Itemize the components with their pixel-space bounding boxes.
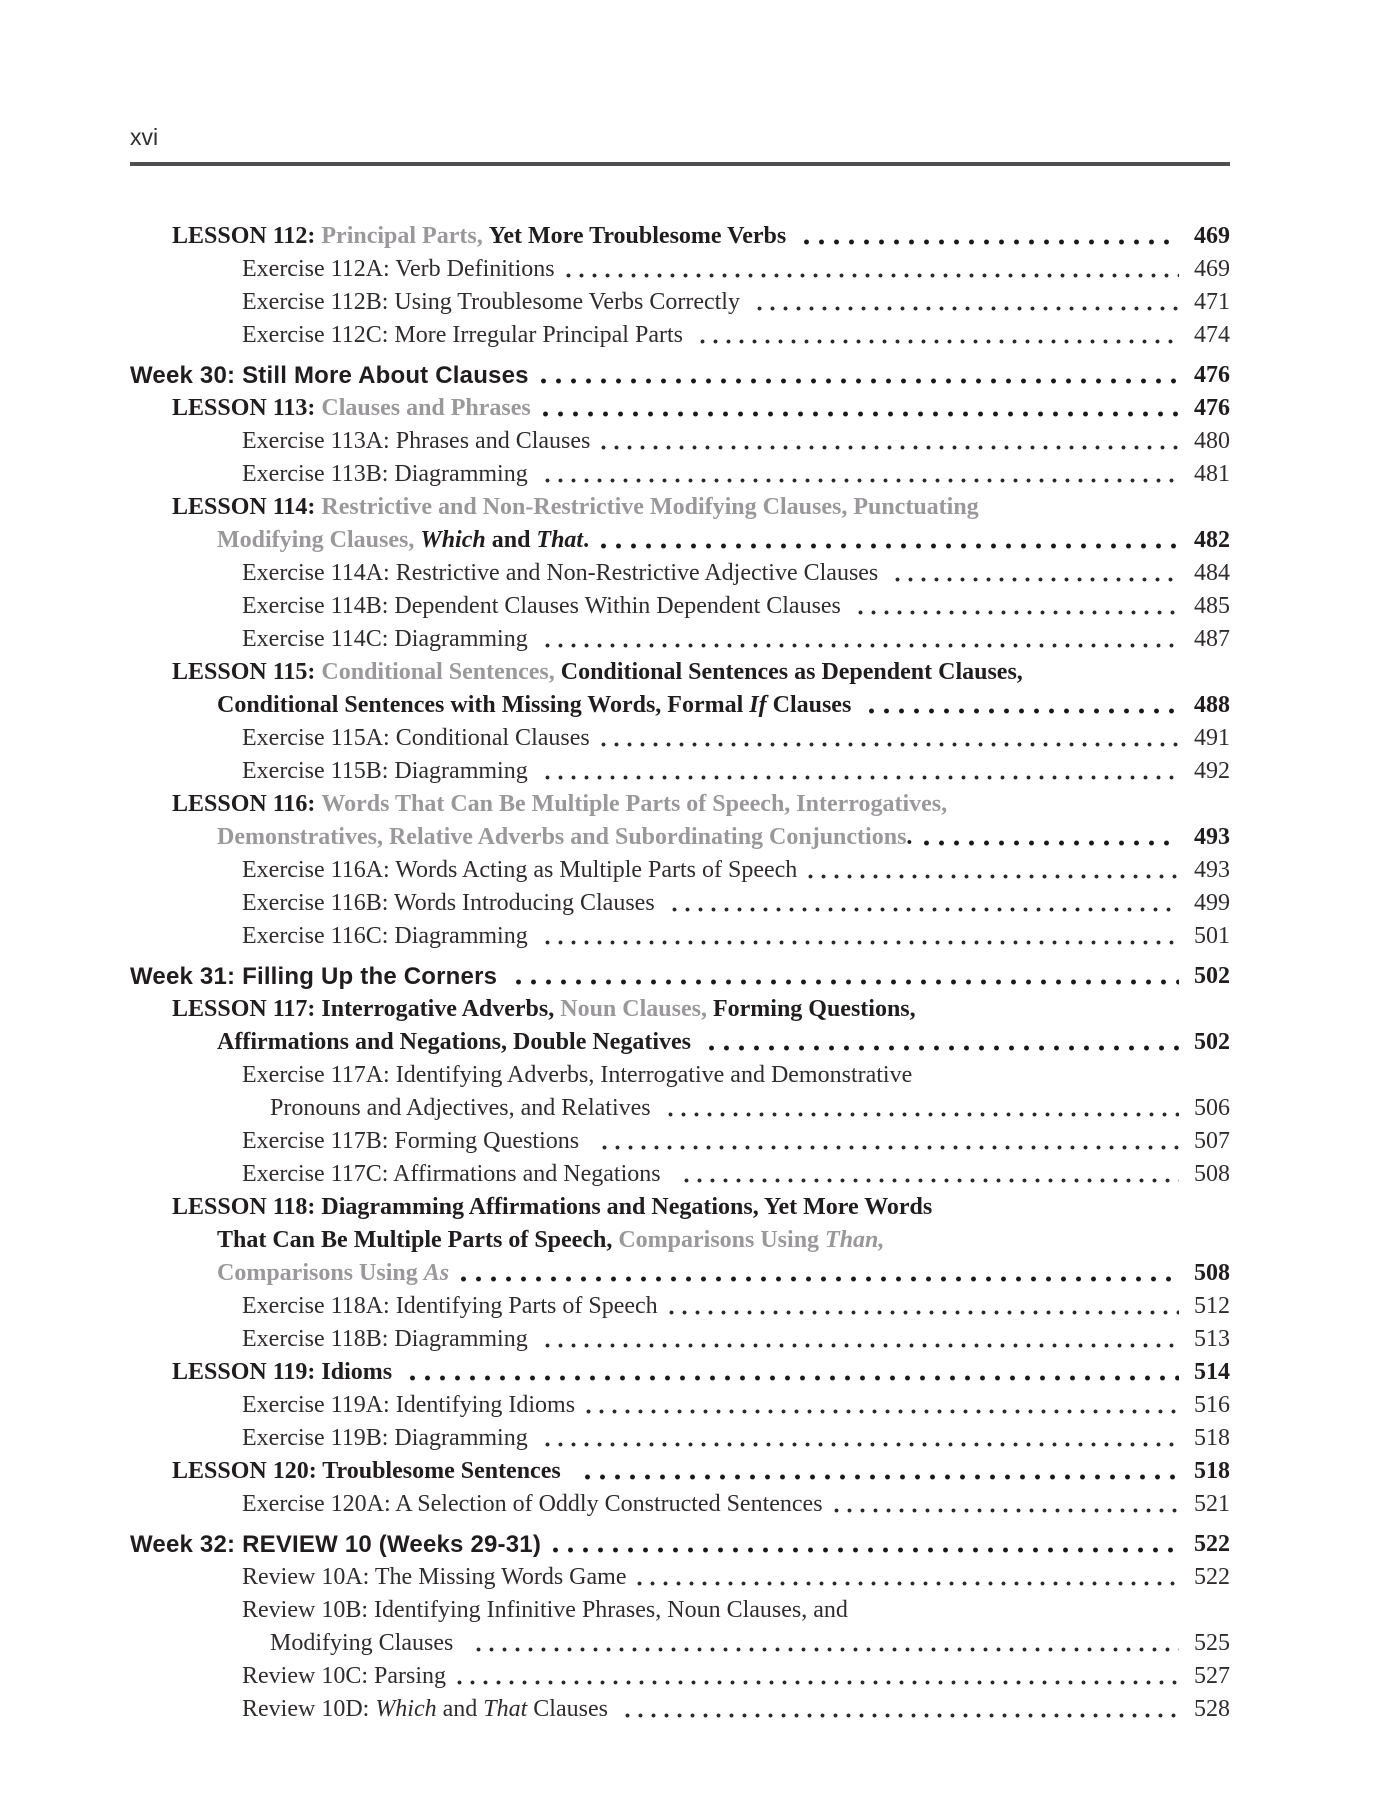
header-rule (130, 162, 1230, 166)
dot-leader (621, 1693, 1179, 1726)
page-number: 474 (1194, 322, 1230, 348)
page-number: 522 (1194, 1531, 1230, 1557)
toc-entry (130, 524, 1230, 557)
toc-entry-text: Clauses (527, 1696, 614, 1722)
toc-entry-text: Clauses and Phrases (321, 395, 531, 421)
toc-entry-text: Conditional Sentences with Missing Words, Formal (217, 692, 750, 718)
toc-entry-text: LESSON 117: Interrogative Adverbs, (172, 996, 561, 1022)
toc-entry-text: Exercise 113A: Phrases and Clauses (242, 428, 591, 454)
dot-leader (538, 392, 1179, 425)
toc-entry-text: LESSON 115: (172, 659, 322, 685)
toc-entry (130, 1323, 1230, 1356)
toc-entry (130, 887, 1230, 920)
toc-entry-text: Exercise 119B: Diagramming (242, 1425, 534, 1451)
page-number: 492 (1194, 758, 1230, 784)
dot-leader (511, 960, 1179, 993)
page-number: 485 (1194, 593, 1230, 619)
toc-entry-text: That (483, 1696, 528, 1722)
toc-entry (130, 722, 1230, 755)
toc-entry-text: That (536, 527, 584, 553)
page-number: 484 (1194, 560, 1230, 586)
toc-entry-text: Week 30: Still More About Clauses (130, 362, 529, 389)
dot-leader (541, 623, 1179, 656)
toc-entry-text: Exercise 112C: More Irregular Principal Parts (242, 322, 689, 348)
toc-entry-text: Exercise 114C: Diagramming (242, 626, 534, 652)
toc-entry (130, 1561, 1230, 1594)
toc-entry-text: Exercise 117A: Identifying Adverbs, Interrogative and Demonstrative (242, 1062, 913, 1088)
toc-entry (130, 1660, 1230, 1693)
toc-entry-text: Review 10C: Parsing (242, 1663, 446, 1689)
page-number: 488 (1194, 692, 1230, 718)
dot-leader (541, 920, 1179, 953)
toc-entry (130, 220, 1230, 253)
toc-entry (130, 1356, 1230, 1389)
toc-entry (130, 1224, 1230, 1257)
toc-entry (130, 656, 1230, 689)
toc-entry (130, 491, 1230, 524)
dot-leader (680, 1158, 1179, 1191)
toc-entry-text: Words That Can Be Multiple Parts of Speech, Interrogatives, (321, 791, 948, 817)
toc-entry (130, 821, 1230, 854)
dot-leader (664, 1092, 1179, 1125)
dot-leader (541, 458, 1179, 491)
toc-entry-text: Exercise 116C: Diagramming (242, 923, 534, 949)
page-folio: xvi (130, 124, 159, 150)
dot-leader (472, 1627, 1179, 1660)
toc-entry-text: . (583, 527, 590, 553)
toc-entry-text: and (436, 1696, 484, 1722)
toc-entry-text: Conditional Sentences as Dependent Clauses, (560, 659, 1023, 685)
dot-leader (596, 524, 1179, 557)
dot-leader (891, 557, 1179, 590)
dot-leader (541, 1323, 1179, 1356)
toc-entry-text: Affirmations and Negations, Double Negatives (217, 1029, 697, 1055)
toc-entry (130, 392, 1230, 425)
page-number: 512 (1194, 1293, 1230, 1319)
toc-entry-text: Exercise 116A: Words Acting as Multiple Parts of Speech (242, 857, 798, 883)
toc-entry-text: Principal Parts, (321, 223, 489, 249)
dot-leader (704, 1026, 1179, 1059)
page-number: 525 (1194, 1630, 1230, 1656)
toc-entry (130, 1125, 1230, 1158)
toc-entry (130, 1158, 1230, 1191)
toc-entry-text: Exercise 112A: Verb Definitions (242, 256, 555, 282)
dot-leader (598, 1125, 1179, 1158)
toc-entry-text: Comparisons Using (217, 1260, 424, 1286)
toc-entry (130, 1191, 1230, 1224)
toc-entry-text: Demonstratives, Relative Adverbs and Subordinating Conjunctions (217, 824, 907, 850)
toc-entry-text: LESSON 113: (172, 395, 322, 421)
dot-leader (665, 1290, 1179, 1323)
toc-entry (130, 319, 1230, 352)
dot-leader (541, 755, 1179, 788)
dot-leader (580, 1455, 1179, 1488)
toc-entry-text: Modifying Clauses (270, 1630, 466, 1656)
toc-entry-text: As (423, 1260, 450, 1286)
page-number: 487 (1194, 626, 1230, 652)
dot-leader (582, 1389, 1179, 1422)
toc-entry (130, 1389, 1230, 1422)
toc-entry-text: LESSON 114: (172, 494, 322, 520)
dot-leader (668, 887, 1179, 920)
toc-entry-text: Exercise 114A: Restrictive and Non-Restrictive Adjective Clauses (242, 560, 885, 586)
toc-entry-text: Conditional Sentences, (321, 659, 561, 685)
toc-entry (130, 1488, 1230, 1521)
toc-entry (130, 1290, 1230, 1323)
toc-entry-text: Noun Clauses, (560, 996, 713, 1022)
toc-entry-text: Comparisons Using (618, 1227, 826, 1253)
dot-leader (919, 821, 1179, 854)
page-number: 499 (1194, 890, 1230, 916)
page-number: 480 (1194, 428, 1230, 454)
toc-entry-text: Modifying Clauses, (217, 527, 421, 553)
toc-entry-text: LESSON 120: Troublesome Sentences (172, 1458, 573, 1484)
toc-entry-text: Review 10A: The Missing Words Game (242, 1564, 627, 1590)
page-number: 518 (1194, 1458, 1230, 1484)
page-number: 508 (1194, 1260, 1230, 1286)
dot-leader (456, 1257, 1179, 1290)
toc-entry (130, 1528, 1230, 1561)
dot-leader (753, 286, 1179, 319)
page-number: 482 (1194, 527, 1230, 553)
toc-entry (130, 253, 1230, 286)
toc-entry-text: Week 32: REVIEW 10 (Weeks 29-31) (130, 1531, 542, 1558)
toc-entry (130, 960, 1230, 993)
toc-entry-text: Exercise 114B: Dependent Clauses Within Dependent Clauses (242, 593, 847, 619)
toc-entry-text: Clauses (766, 692, 858, 718)
toc-entry-text: LESSON 119: Idioms (172, 1359, 399, 1385)
toc-entry (130, 1693, 1230, 1726)
toc-entry-text: Exercise 117C: Affirmations and Negations (242, 1161, 673, 1187)
toc-entry (130, 557, 1230, 590)
page-number: 469 (1194, 256, 1230, 282)
toc-entry (130, 1026, 1230, 1059)
toc-entry-text: . (906, 824, 913, 850)
toc-entry-text: Exercise 113B: Diagramming (242, 461, 534, 487)
toc-entry-text: Exercise 120A: A Selection of Oddly Constructed Sentences (242, 1491, 823, 1517)
page-number: 522 (1194, 1564, 1230, 1590)
page-number: 507 (1194, 1128, 1230, 1154)
toc-entry (130, 1092, 1230, 1125)
page-number: 514 (1194, 1359, 1230, 1385)
toc-entry-text: Week 31: Filling Up the Corners (130, 963, 505, 990)
dot-leader (854, 590, 1179, 623)
toc-entry-text: Review 10D: (242, 1696, 376, 1722)
toc-entry (130, 286, 1230, 319)
page-number: 508 (1194, 1161, 1230, 1187)
dot-leader (548, 1528, 1179, 1561)
toc-entry (130, 854, 1230, 887)
toc-entry-text: and (485, 527, 537, 553)
toc-entry (130, 1455, 1230, 1488)
toc-entry (130, 920, 1230, 953)
toc-page (130, 0, 1230, 1726)
page-number: 469 (1194, 223, 1230, 249)
toc-entry-text: Review 10B: Identifying Infinitive Phrases, Noun Clauses, and (242, 1597, 848, 1623)
toc-entry (130, 1059, 1230, 1092)
toc-entry (130, 1422, 1230, 1455)
page-number: 493 (1194, 824, 1230, 850)
toc-entry (130, 1594, 1230, 1627)
page-number: 528 (1194, 1696, 1230, 1722)
toc-entry (130, 755, 1230, 788)
toc-list (130, 220, 1230, 1726)
page-number: 501 (1194, 923, 1230, 949)
page-number: 527 (1194, 1663, 1230, 1689)
toc-entry-text: Which (420, 527, 486, 553)
page-number: 502 (1194, 1029, 1230, 1055)
toc-entry-text: Exercise 116B: Words Introducing Clauses (242, 890, 661, 916)
dot-leader (597, 722, 1179, 755)
page-number: 481 (1194, 461, 1230, 487)
dot-leader (799, 220, 1179, 253)
toc-entry (130, 1257, 1230, 1290)
toc-entry-text: Exercise 115A: Conditional Clauses (242, 725, 590, 751)
toc-entry (130, 788, 1230, 821)
page-number: 506 (1194, 1095, 1230, 1121)
toc-entry-text: That Can Be Multiple Parts of Speech, (217, 1227, 619, 1253)
dot-leader (696, 319, 1179, 352)
toc-entry-text: Exercise 118A: Identifying Parts of Speech (242, 1293, 658, 1319)
toc-entry-text: Restrictive and Non-Restrictive Modifying Clauses, Punctuating (321, 494, 979, 520)
dot-leader (804, 854, 1179, 887)
toc-entry (130, 1627, 1230, 1660)
toc-entry (130, 689, 1230, 722)
dot-leader (562, 253, 1179, 286)
toc-entry-text: Exercise 118B: Diagramming (242, 1326, 534, 1352)
toc-entry (130, 590, 1230, 623)
toc-entry-text: LESSON 118: Diagramming Affirmations and Negations, Yet More Words (172, 1194, 933, 1220)
toc-entry-text: Yet More Troublesome Verbs (488, 223, 793, 249)
toc-entry (130, 425, 1230, 458)
dot-leader (830, 1488, 1179, 1521)
toc-entry-text: Exercise 117B: Forming Questions (242, 1128, 592, 1154)
toc-entry-text: If (749, 692, 767, 718)
dot-leader (597, 425, 1179, 458)
dot-leader (536, 359, 1179, 392)
page-number: 502 (1194, 963, 1230, 989)
toc-entry-text: LESSON 116: (172, 791, 322, 817)
dot-leader (864, 689, 1179, 722)
page-number: 518 (1194, 1425, 1230, 1451)
page-number: 493 (1194, 857, 1230, 883)
toc-entry-text: Exercise 119A: Identifying Idioms (242, 1392, 576, 1418)
toc-entry-text: Forming Questions, (712, 996, 916, 1022)
page-number: 521 (1194, 1491, 1230, 1517)
toc-entry (130, 993, 1230, 1026)
page-number: 516 (1194, 1392, 1230, 1418)
toc-entry-text: Than, (825, 1227, 885, 1253)
page-number: 476 (1194, 362, 1230, 388)
page-number: 491 (1194, 725, 1230, 751)
dot-leader (405, 1356, 1179, 1389)
page-number: 471 (1194, 289, 1230, 315)
dot-leader (453, 1660, 1179, 1693)
toc-entry-text: Exercise 112B: Using Troublesome Verbs Correctly (242, 289, 746, 315)
page-number: 513 (1194, 1326, 1230, 1352)
toc-entry (130, 623, 1230, 656)
toc-entry (130, 359, 1230, 392)
toc-entry-text: Pronouns and Adjectives, and Relatives (270, 1095, 657, 1121)
dot-leader (633, 1561, 1179, 1594)
dot-leader (541, 1422, 1179, 1455)
toc-entry-text: LESSON 112: (172, 223, 322, 249)
page-number: 476 (1194, 395, 1230, 421)
toc-entry-text: Exercise 115B: Diagramming (242, 758, 534, 784)
toc-entry (130, 458, 1230, 491)
toc-entry-text: Which (375, 1696, 437, 1722)
